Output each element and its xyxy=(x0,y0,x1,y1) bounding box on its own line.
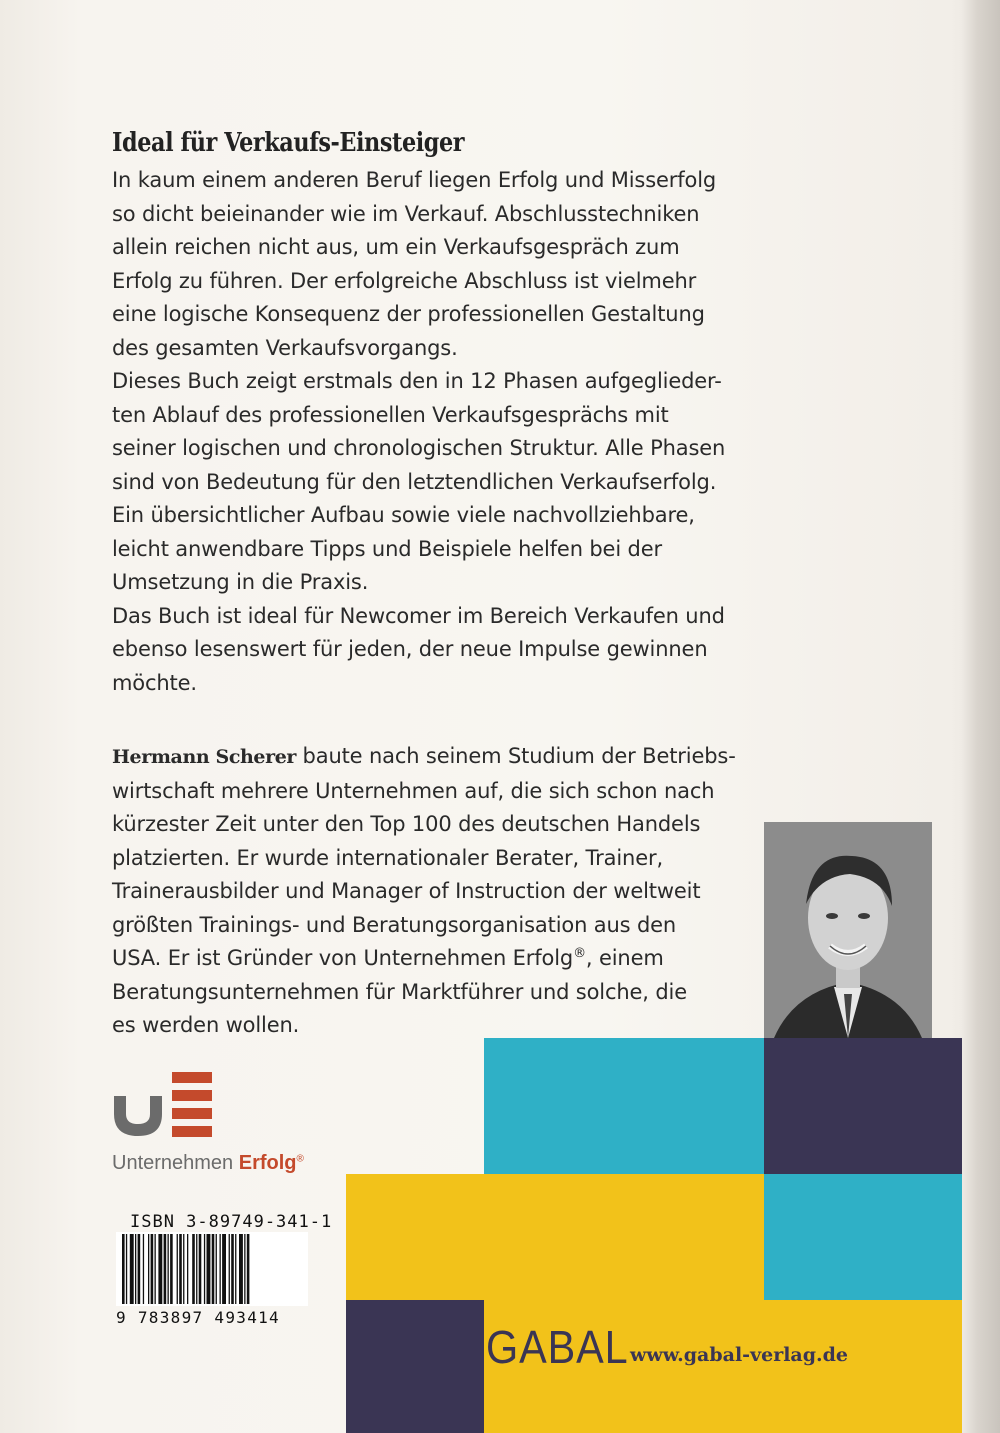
logo-registered-mark: ® xyxy=(296,1153,304,1165)
color-block-teal-right xyxy=(764,1174,962,1300)
bio-line: wirtschaft mehrere Unternehmen auf, die sich schon nach xyxy=(112,778,715,803)
bio-line: baute nach seinem Studium der Betriebs- xyxy=(296,744,736,768)
author-name: Hermann Scherer xyxy=(112,746,297,768)
bio-line: platzierten. Er wurde internationaler Berater, Trainer, xyxy=(112,845,663,870)
color-block-navy-bottom xyxy=(346,1300,484,1433)
unternehmen-erfolg-logo xyxy=(112,1070,222,1145)
bio-first-line xyxy=(112,740,772,775)
bio-line: größten Trainings- und Beratungsorganisation aus den xyxy=(112,912,677,937)
back-cover-text xyxy=(112,128,772,1043)
blurb-line: leicht anwendbare Tipps und Beispiele helfen bei der xyxy=(112,536,662,561)
blurb-paragraph xyxy=(112,164,772,700)
blurb-line: des gesamten Verkaufsvorgangs. xyxy=(112,335,458,360)
blurb-line: allein reichen nicht aus, um ein Verkaufsgespräch zum xyxy=(112,235,680,259)
logo-word-1: Unternehmen xyxy=(112,1152,234,1174)
bio-line-part: , einem xyxy=(585,946,664,970)
blurb-line: eine logische Konsequenz der professionellen Gestaltung xyxy=(112,302,705,326)
blurb-line: Dieses Buch zeigt erstmals den in 12 Phasen aufgeglieder- xyxy=(112,369,722,393)
blurb-line: Erfolg zu führen. Der erfolgreiche Abschluss ist vielmehr xyxy=(112,268,697,293)
bio-line: es werden wollen. xyxy=(112,1013,300,1037)
ue-logo-icon xyxy=(112,1070,222,1140)
blurb-line: so dicht beieinander wie im Verkauf. Abschlusstechniken xyxy=(112,201,700,226)
color-block-yellow-left xyxy=(346,1174,764,1300)
publisher-website: www.gabal-verlag.de xyxy=(630,1344,849,1366)
blurb-line: Das Buch ist ideal für Newcomer im Bereich Verkaufen und xyxy=(112,603,725,628)
bio-line-part: USA. Er ist Gründer von Unternehmen Erfolg xyxy=(112,946,574,970)
author-photo xyxy=(764,822,932,1038)
barcode-digits: 9 783897 493414 xyxy=(116,1308,280,1327)
cover-edge xyxy=(962,0,1000,1433)
blurb-line: Umsetzung in die Praxis. xyxy=(112,570,369,594)
blurb-line: seiner logischen und chronologischen Struktur. Alle Phasen xyxy=(112,436,726,460)
logo-word-2: Erfolg xyxy=(238,1152,297,1174)
color-block-navy-top xyxy=(764,1038,962,1174)
publisher-name: GABAL xyxy=(486,1321,629,1373)
blurb-line: ebenso lesenswert für jeden, der neue Impulse gewinnen xyxy=(112,637,708,661)
registered-mark: ® xyxy=(573,946,586,961)
blurb-line: möchte. xyxy=(112,670,197,695)
blurb-line: In kaum einem anderen Beruf liegen Erfolg und Misserfolg xyxy=(112,168,717,192)
color-block-teal-top xyxy=(484,1038,764,1174)
blurb-line: sind von Bedeutung für den letztendlichen Verkaufserfolg. xyxy=(112,469,717,494)
author-bio xyxy=(112,740,772,1043)
bio-line: kürzester Zeit unter den Top 100 des deutschen Handels xyxy=(112,812,701,836)
barcode xyxy=(116,1232,308,1306)
blurb-line: ten Ablauf des professionellen Verkaufsgesprächs mit xyxy=(112,402,669,427)
blurb-line: Ein übersichtlicher Aufbau sowie viele nachvollziehbare, xyxy=(112,503,695,527)
isbn-number: ISBN 3-89749-341-1 xyxy=(130,1212,333,1232)
blurb-heading: Ideal für Verkaufs-Einsteiger xyxy=(112,128,465,158)
author-portrait-illustration xyxy=(764,822,932,1038)
logo-wordmark xyxy=(112,1152,304,1175)
bio-line: Beratungsunternehmen für Marktführer und solche, die xyxy=(112,979,687,1004)
bio-line: Trainerausbilder und Manager of Instruction der weltweit xyxy=(112,879,701,903)
bio-line-reg xyxy=(112,942,772,976)
